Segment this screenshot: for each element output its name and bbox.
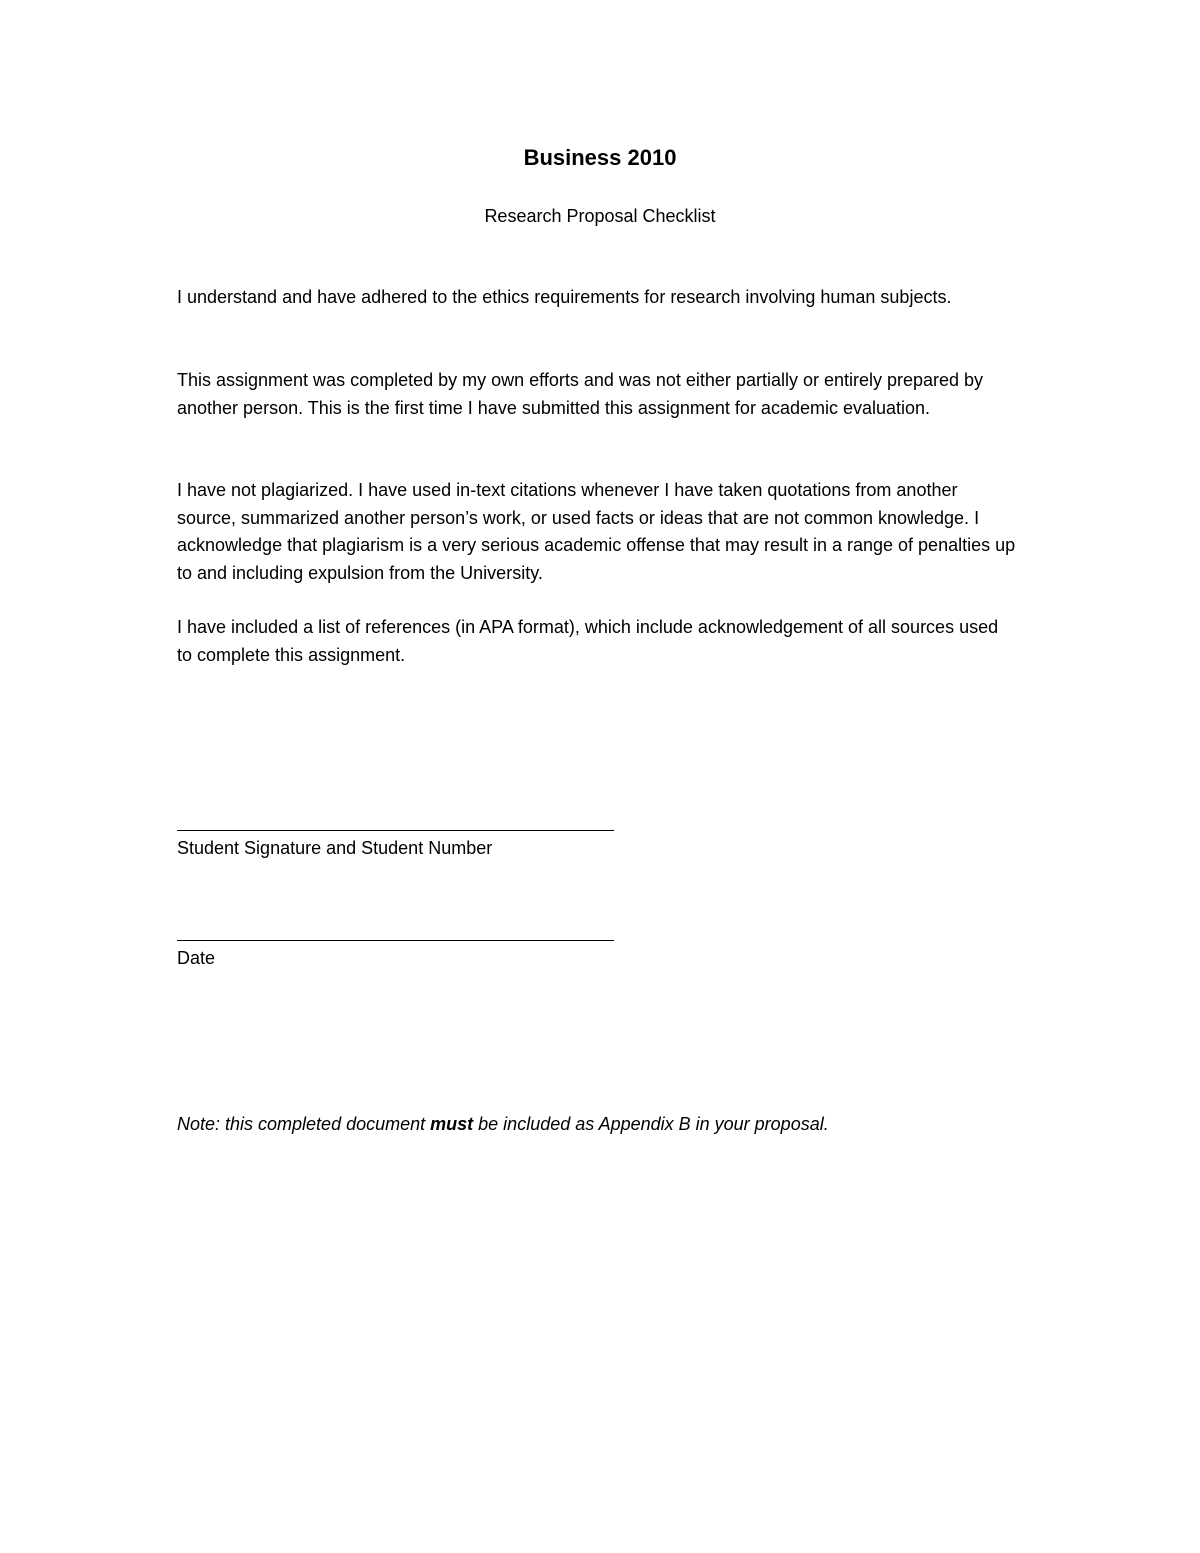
document-subtitle: Research Proposal Checklist bbox=[484, 206, 716, 226]
signature-line[interactable] bbox=[177, 830, 614, 831]
date-label: Date bbox=[177, 948, 216, 968]
ethics-paragraph: I understand and have adhered to the ethics requirements for research involving human subjects. bbox=[177, 287, 952, 307]
document-title: Business 2010 bbox=[523, 145, 677, 170]
note-emphasis: must bbox=[430, 1114, 474, 1134]
date-line[interactable] bbox=[177, 940, 614, 941]
own-work-paragraph: This assignment was completed by my own efforts and was not either partially or entirely prepared by another person. This is the first time I have submitted this assignment for academic evaluation. bbox=[177, 370, 984, 418]
signature-label: Student Signature and Student Number bbox=[177, 838, 493, 858]
note-text-before: Note: this completed document bbox=[177, 1114, 431, 1134]
appendix-note bbox=[177, 1110, 829, 1138]
note-text-after: be included as Appendix B in your proposal. bbox=[473, 1114, 829, 1134]
plagiarism-paragraph: I have not plagiarized. I have used in-text citations whenever I have taken quotations from another source, summarized another person’s work, or used facts or ideas that are not common knowledge. I acknowledge that plagiarism is a very serious academic offense that may result in a range of penalties up to and including expulsion from the University. bbox=[177, 480, 1016, 583]
references-paragraph: I have included a list of references (in APA format), which include acknowledgement of all sources used to complete this assignment. bbox=[177, 617, 999, 665]
